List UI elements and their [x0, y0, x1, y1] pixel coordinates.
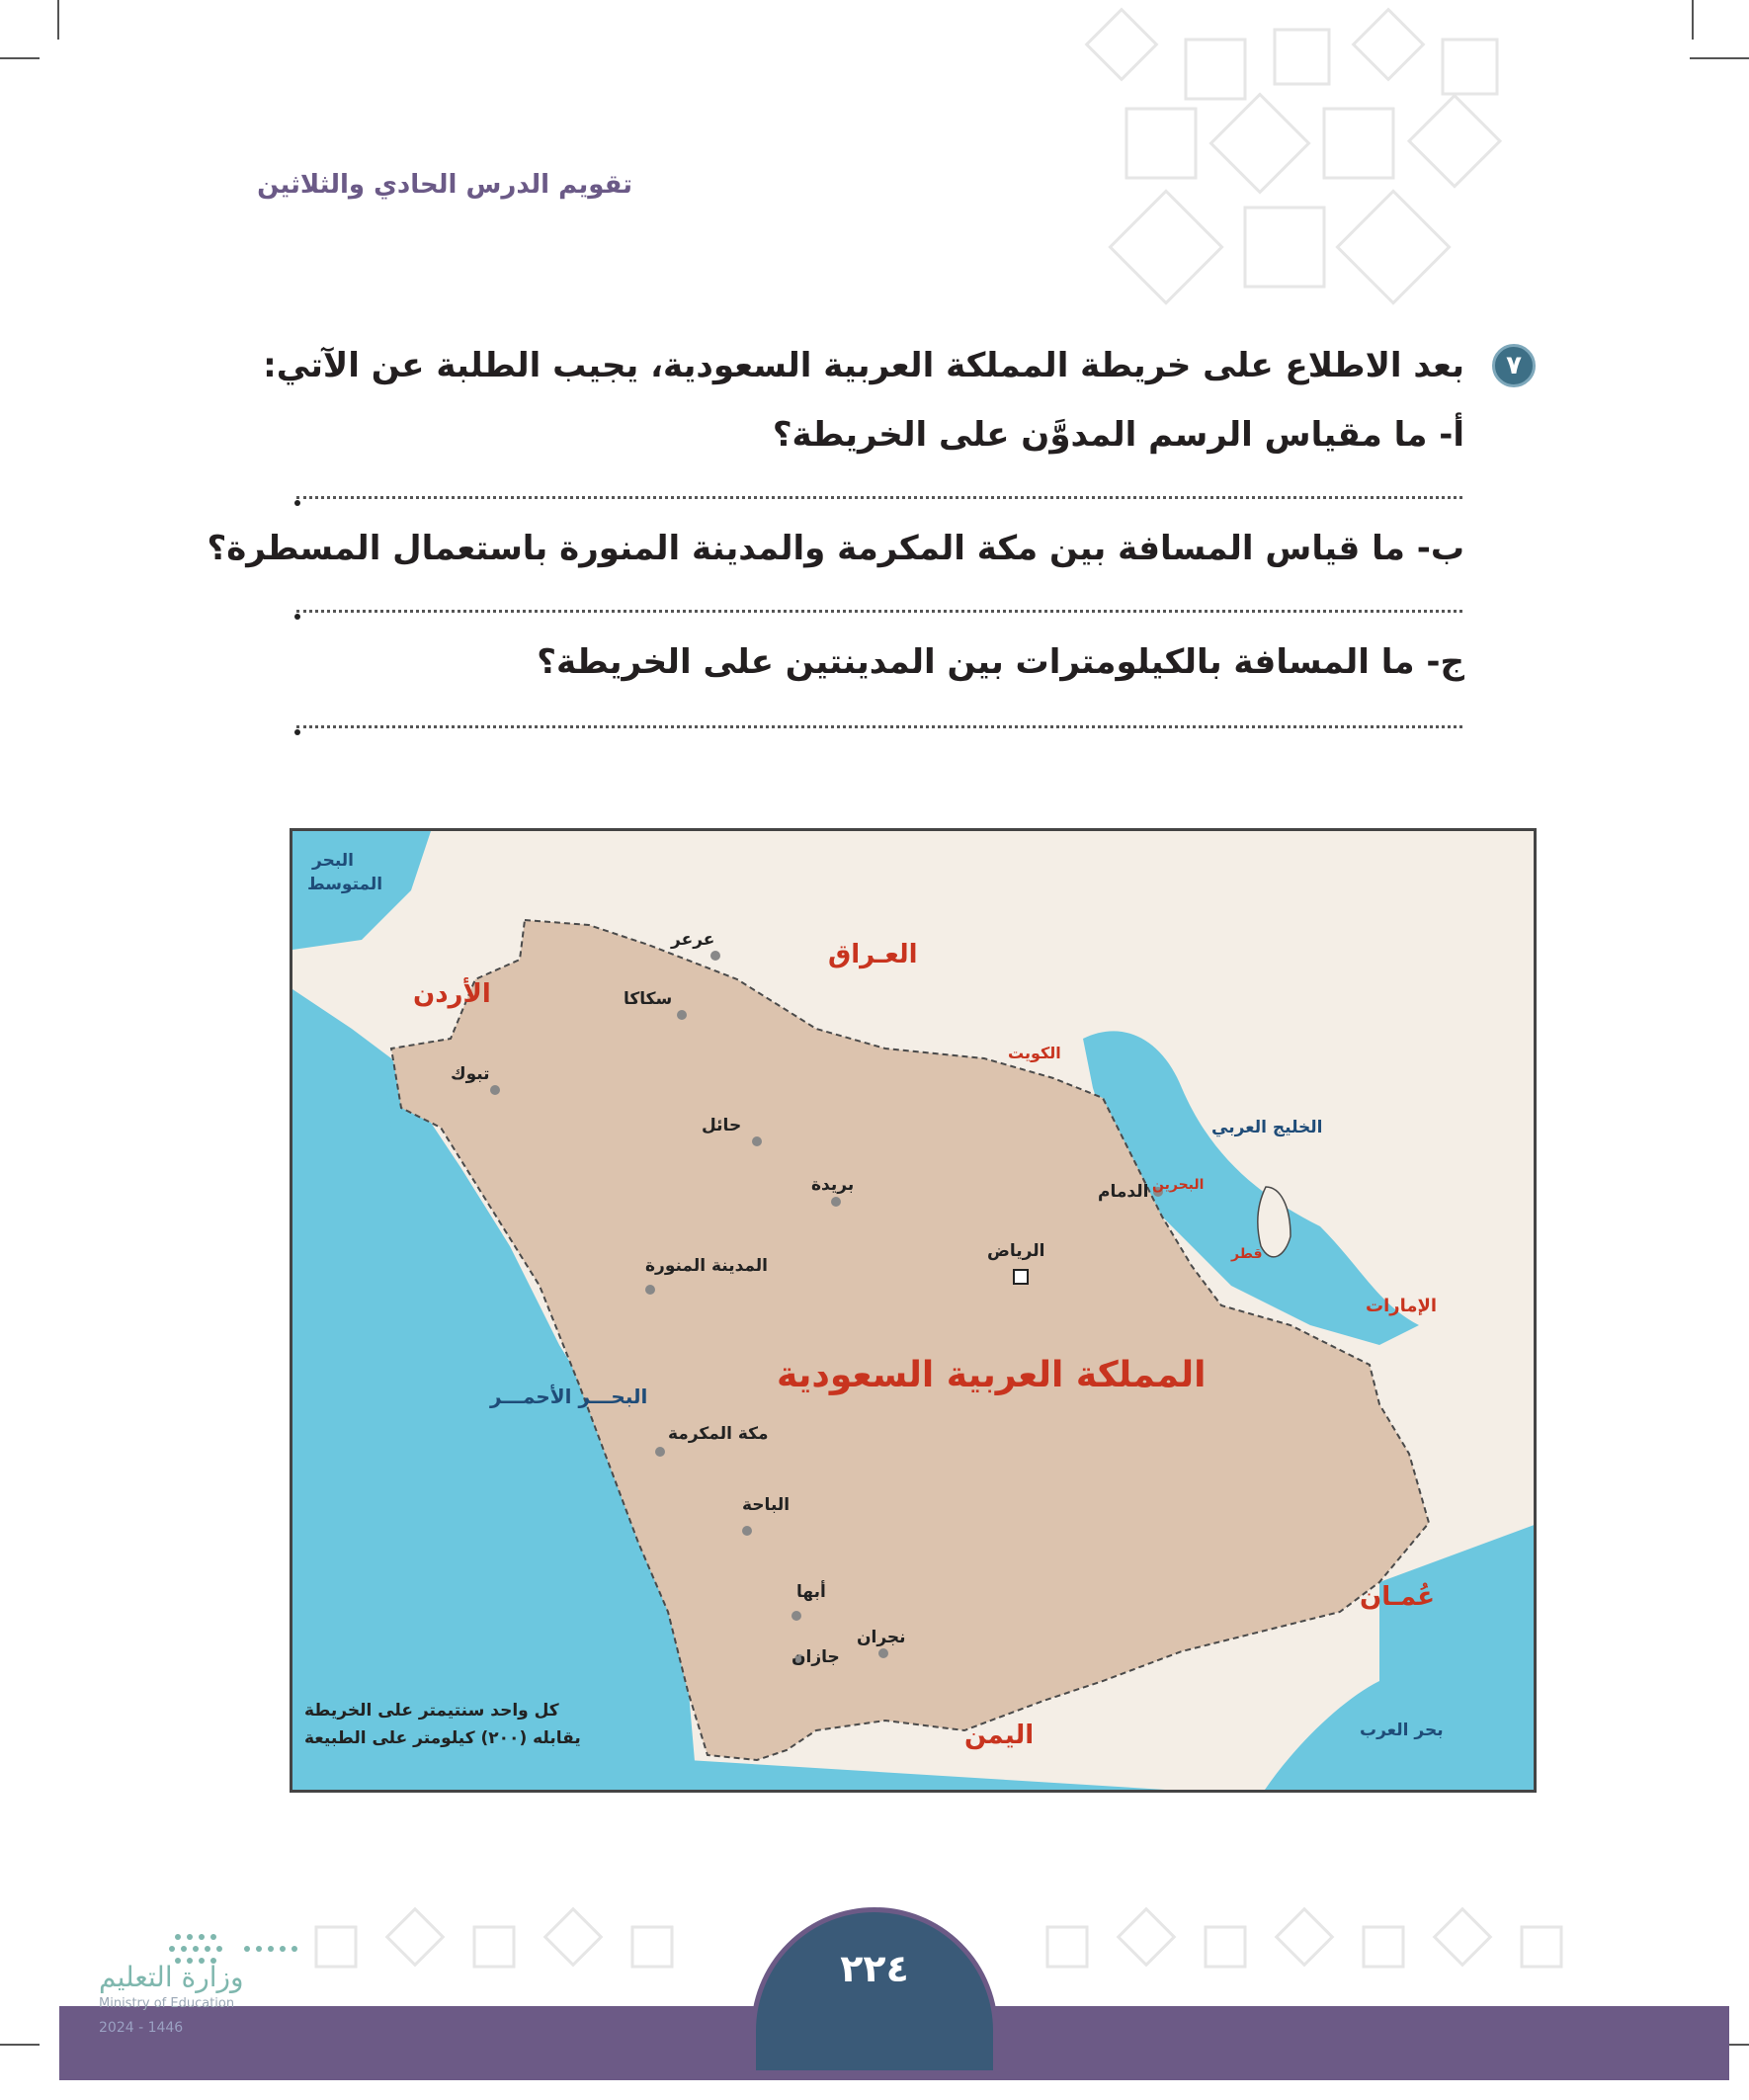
- decorative-pattern-top: [988, 0, 1541, 316]
- city-albaha: الباحة: [742, 1495, 791, 1515]
- bahrain-label: البحرين: [1152, 1177, 1205, 1193]
- question-part-c: ج- ما المسافة بالكيلومترات بين المدينتين على الخريطة؟: [537, 642, 1464, 682]
- city-makkah: مكة المكرمة: [668, 1424, 769, 1444]
- city-jazan: جازان: [791, 1647, 840, 1667]
- yemen-label: اليمن: [964, 1721, 1035, 1750]
- ministry-name: وزارة التعليم: [99, 1961, 244, 1993]
- city-dots: [292, 831, 1537, 1793]
- lesson-title: تقويم الدرس الحادي والثلاثين: [257, 170, 632, 200]
- kingdom-label: المملكة العربية السعودية: [777, 1355, 1207, 1395]
- ministry-year: 2024 - 1446: [99, 2020, 184, 2036]
- qatar-label: قطر: [1231, 1246, 1263, 1262]
- arabian-gulf-label: الخليج العربي: [1211, 1118, 1323, 1137]
- city-arar: عرعر: [671, 930, 715, 950]
- crop-mark: [1690, 57, 1749, 59]
- city-abha: أبها: [796, 1582, 826, 1602]
- iraq-label: العـراق: [828, 940, 918, 969]
- red-sea-label: البحـــر الأحمـــر: [490, 1385, 648, 1408]
- arabian-sea-label: بحر العرب: [1360, 1721, 1444, 1740]
- scale-note-line2: يقابله (٢٠٠) كيلومتر على الطبيعة: [304, 1728, 581, 1748]
- answer-dot: [294, 729, 300, 735]
- question-part-a: أ- ما مقياس الرسم المدوَّن على الخريطة؟: [772, 415, 1464, 455]
- crop-mark: [1692, 0, 1694, 40]
- question-intro: بعد الاطلاع على خريطة المملكة العربية السعودية، يجيب الطلبة عن الآتي:: [263, 346, 1464, 385]
- city-dammam: الدمام: [1098, 1182, 1149, 1202]
- oman-label: عُمـان: [1360, 1582, 1436, 1612]
- answer-line-c[interactable]: [296, 725, 1462, 728]
- answer-line-b[interactable]: [296, 610, 1462, 613]
- mediterranean-label-1: البحر: [312, 851, 354, 871]
- mediterranean-label-2: المتوسط: [307, 875, 383, 894]
- city-najran: نجران: [857, 1628, 906, 1647]
- crop-mark: [0, 57, 40, 59]
- city-sakaka: سكاكا: [624, 989, 673, 1009]
- saudi-arabia-map: [290, 828, 1537, 1793]
- scale-note-line1: كل واحد سنتيمتر على الخريطة: [304, 1701, 559, 1721]
- ministry-english-name: Ministry of Education: [99, 1996, 235, 2011]
- question-part-b: ب- ما قياس المسافة بين مكة المكرمة والمدينة المنورة باستعمال المسطرة؟: [207, 529, 1464, 568]
- kuwait-label: الكويت: [1008, 1044, 1061, 1062]
- answer-dot: [294, 500, 300, 506]
- answer-line-a[interactable]: [296, 496, 1462, 499]
- city-buraydah: بريدة: [811, 1175, 855, 1195]
- jordan-label: الأردن: [413, 979, 491, 1009]
- city-madinah: المدينة المنورة: [645, 1256, 769, 1276]
- city-riyadh: الرياض: [987, 1241, 1045, 1261]
- uae-label: الإمارات: [1366, 1296, 1438, 1316]
- page-number: ٢٢٤: [840, 1947, 909, 1990]
- answer-dot: [294, 614, 300, 620]
- crop-mark: [57, 0, 59, 40]
- crop-mark: [0, 2044, 40, 2046]
- city-hail: حائل: [702, 1116, 742, 1135]
- question-number-badge: ٧: [1492, 344, 1536, 387]
- city-tabuk: تبوك: [451, 1064, 490, 1084]
